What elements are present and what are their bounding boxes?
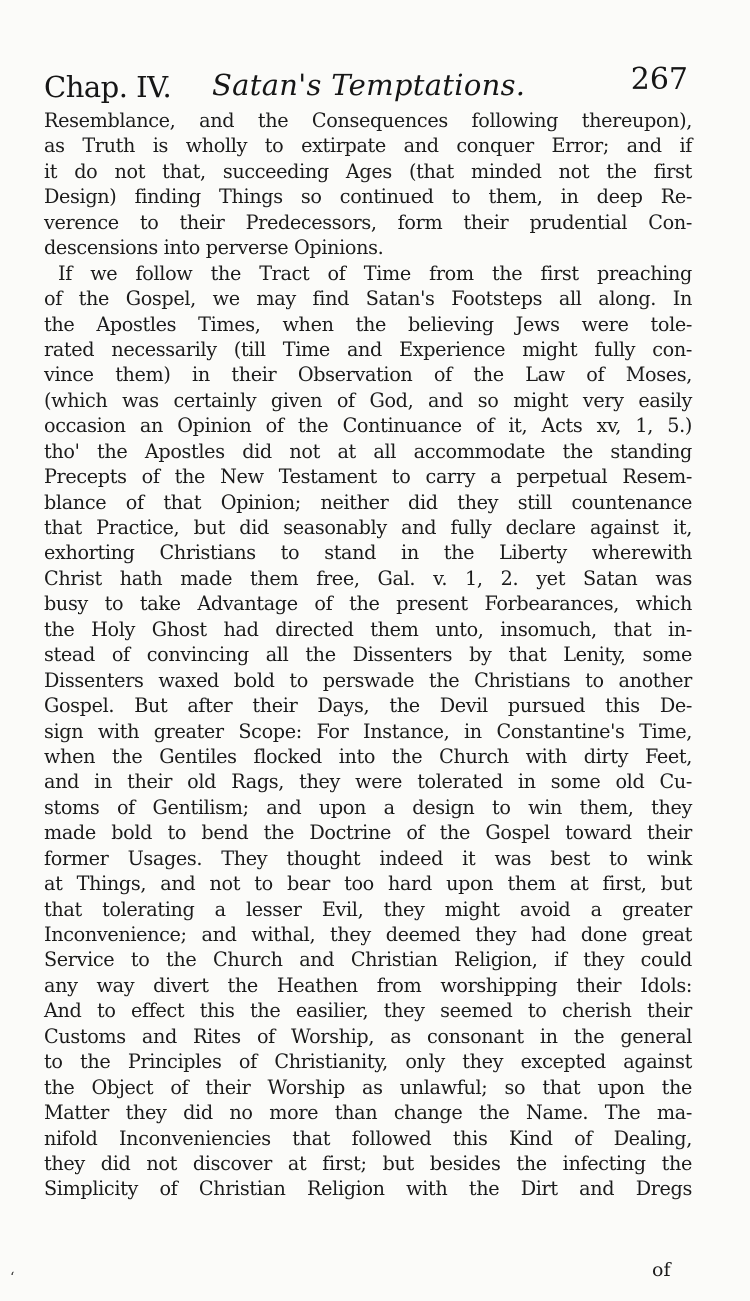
text-line: Precepts of the New Testament to carry a perpetual Resem- [44, 465, 692, 489]
text-line: they did not discover at first; but besides the infecting the [44, 1151, 692, 1175]
text-line: verence to their Predecessors, form their prudential Con- [44, 210, 692, 234]
text-line: any way divert the Heathen from worshipping their Idols: [44, 973, 692, 997]
text-line: that Practice, but did seasonably and fully declare against it, [44, 516, 692, 539]
body-text [44, 108, 692, 1202]
text-line: Inconvenience; and withal, they deemed they had done great [44, 923, 692, 946]
text-line: Dissenters waxed bold to perswade the Christians to another [44, 668, 692, 692]
text-line: made bold to bend the Doctrine of the Gospel toward their [44, 821, 692, 845]
text-line: Simplicity of Christian Religion with the Dirt and Dregs [44, 1177, 692, 1201]
text-line: Christ hath made them free, Gal. v. 1, 2. yet Satan was [44, 566, 692, 590]
text-line: the Object of their Worship as unlawful; so that upon the [44, 1075, 692, 1099]
text-line: the Holy Ghost had directed them unto, insomuch, that in- [44, 617, 692, 641]
text-line: descensions into perverse Opinions. [44, 236, 384, 260]
text-line: blance of that Opinion; neither did they still countenance [44, 490, 692, 514]
text-line: stead of convincing all the Dissenters by that Lenity, some [44, 643, 692, 667]
text-line: Design) finding Things so continued to them, in deep Re- [44, 185, 692, 209]
text-line: tho' the Apostles did not at all accommodate the standing [44, 439, 692, 463]
text-line: of the Gospel, we may find Satan's Footsteps all along. In [44, 287, 692, 311]
text-line: Gospel. But after their Days, the Devil pursued this De- [44, 694, 692, 718]
text-line: the Apostles Times, when the believing Jews were tole- [44, 312, 692, 336]
running-title: Satan's Temptations. [212, 68, 526, 102]
text-line: at Things, and not to bear too hard upon them at first, but [44, 872, 692, 896]
page-number: 267 [630, 62, 688, 97]
running-header [44, 62, 690, 110]
text-line: And to effect this the easilier, they seemed to cherish their [44, 999, 692, 1023]
text-line: vince them) in their Observation of the Law of Moses, [44, 363, 692, 387]
text-line: that tolerating a lesser Evil, they might avoid a greater [44, 897, 692, 921]
text-line: occasion an Opinion of the Continuance of it, Acts xv, 1, 5.) [44, 414, 692, 438]
text-line: when the Gentiles flocked into the Church with dirty Feet, [44, 744, 692, 768]
text-line: rated necessarily (till Time and Experience might fully con- [44, 337, 692, 361]
text-line: Resemblance, and the Consequences following thereupon), [44, 109, 692, 132]
paragraph-first-line: If we follow the Tract of Time from the first preaching [58, 261, 692, 285]
text-line: nifold Inconveniencies that followed this Kind of Dealing, [44, 1126, 692, 1150]
text-line: busy to take Advantage of the present Forbearances, which [44, 592, 692, 616]
text-line: Customs and Rites of Worship, as consonant in the general [44, 1024, 692, 1048]
text-line: to the Principles of Christianity, only they excepted against [44, 1050, 692, 1074]
text-line: Matter they did no more than change the Name. The ma- [44, 1101, 692, 1125]
chapter-label: Chap. IV. [44, 70, 172, 104]
text-line: Service to the Church and Christian Religion, if they could [44, 948, 692, 972]
catchword: of [652, 1259, 671, 1281]
text-line: sign with greater Scope: For Instance, in Constantine's Time, [44, 719, 692, 743]
text-line: (which was certainly given of God, and so might very easily [44, 388, 692, 412]
ink-speck: ‘ [10, 1270, 15, 1286]
text-line: it do not that, succeeding Ages (that minded not the first [44, 159, 692, 183]
text-line: exhorting Christians to stand in the Liberty wherewith [44, 541, 692, 565]
text-line: stoms of Gentilism; and upon a design to win them, they [44, 795, 692, 819]
text-line: former Usages. They thought indeed it was best to wink [44, 846, 692, 870]
text-line: as Truth is wholly to extirpate and conquer Error; and if [44, 134, 692, 158]
text-line: and in their old Rags, they were tolerated in some old Cu- [44, 770, 692, 794]
